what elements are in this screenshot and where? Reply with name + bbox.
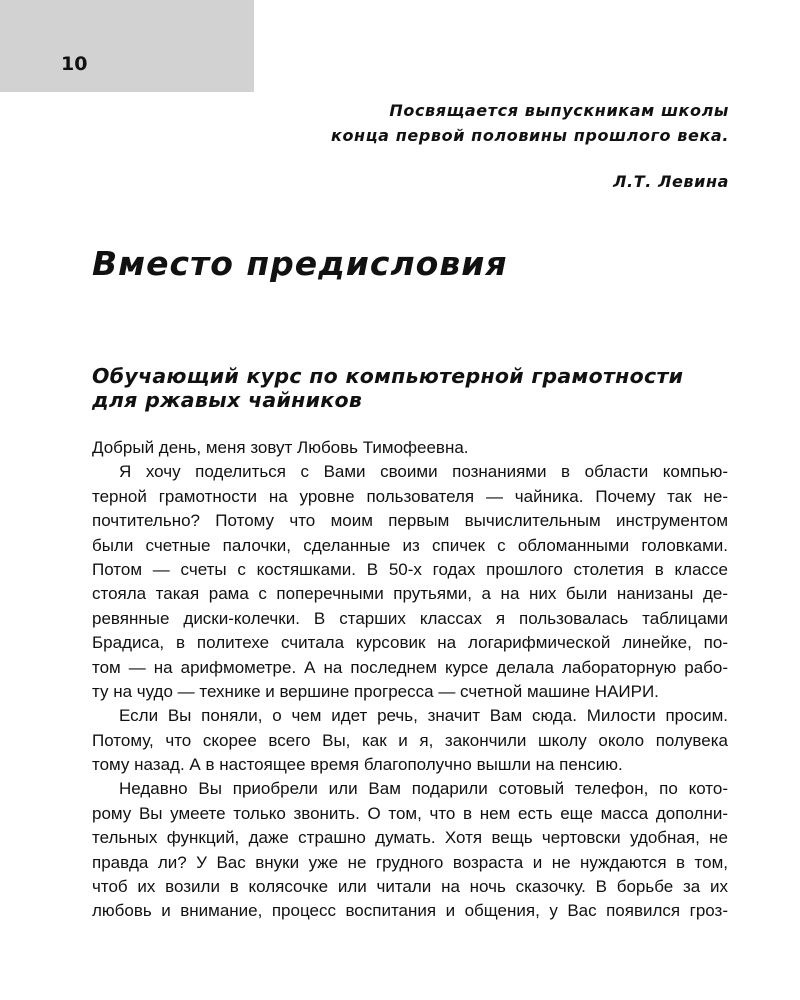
dedication xyxy=(209,98,729,148)
body-line: правда ли? У Вас внуки уже не грудного возраста и не нуждаются в том, xyxy=(92,852,728,872)
section-title xyxy=(92,364,732,412)
body-line: том — на арифмометре. А на последнем курсе делала лабораторную рабо- xyxy=(92,657,728,677)
dedication-line: конца первой половины прошлого века. xyxy=(330,126,729,145)
dedication-author: Л.Т. Левина xyxy=(613,172,729,191)
body-line: любовь и внимание, процесс воспитания и общения, у Вас появился гроз- xyxy=(92,901,728,921)
page-number-tab xyxy=(0,0,254,92)
body-line: ту на чудо — технике и вершине прогресса — счетной машине НАИРИ. xyxy=(92,681,659,701)
body-text xyxy=(92,436,728,924)
body-line: Потом — счеты с костяшками. В 50-х годах прошлого столетия в классе xyxy=(92,559,728,579)
body-line: тельных функций, даже страшно думать. Хотя вещь чертовски удобная, не xyxy=(92,828,728,848)
body-line: Недавно Вы приобрели или Вам подарили сотовый телефон, по кото- xyxy=(119,779,728,799)
body-line: были счетные палочки, сделанные из спичек с обломанными головками. xyxy=(92,535,728,555)
body-line: стояла такая рама с поперечными прутьями, а на них были нанизаны де- xyxy=(92,584,728,604)
dedication-line: Посвящается выпускникам школы xyxy=(389,101,729,120)
body-line: тому назад. А в настоящее время благополучно вышли на пенсию. xyxy=(92,755,623,775)
body-line: Я хочу поделиться с Вами своими познаниями в области компью- xyxy=(119,462,728,482)
body-line: ревянные диски-колечки. В старших классах я пользовалась таблицами xyxy=(92,608,728,628)
body-line: Потому, что скорее всего Вы, как и я, закончили школу около полувека xyxy=(92,730,728,750)
body-line: почтительно? Потому что моим первым вычислительным инструментом xyxy=(92,511,728,531)
body-line: чтоб их возили в колясочке или читали на ночь сказочку. В борьбе за их xyxy=(92,877,728,897)
page-number: 10 xyxy=(61,53,88,75)
body-line: Брадиса, в политехе считала курсовик на логарифмической линейке, по- xyxy=(92,633,728,653)
body-line: терной грамотности на уровне пользователя — чайника. Почему так не- xyxy=(92,486,728,506)
section-title-line: Обучающий курс по компьютерной грамотности xyxy=(92,364,684,388)
chapter-title: Вместо предисловия xyxy=(92,244,508,283)
section-title-line: для ржавых чайников xyxy=(92,388,363,412)
body-line: Если Вы поняли, о чем идет речь, значит Вам сюда. Милости просим. xyxy=(119,706,728,726)
body-line: Добрый день, меня зовут Любовь Тимофеевна. xyxy=(92,438,469,457)
body-line: рому Вы умеете только звонить. О том, что в нем есть еще масса дополни- xyxy=(92,803,728,823)
